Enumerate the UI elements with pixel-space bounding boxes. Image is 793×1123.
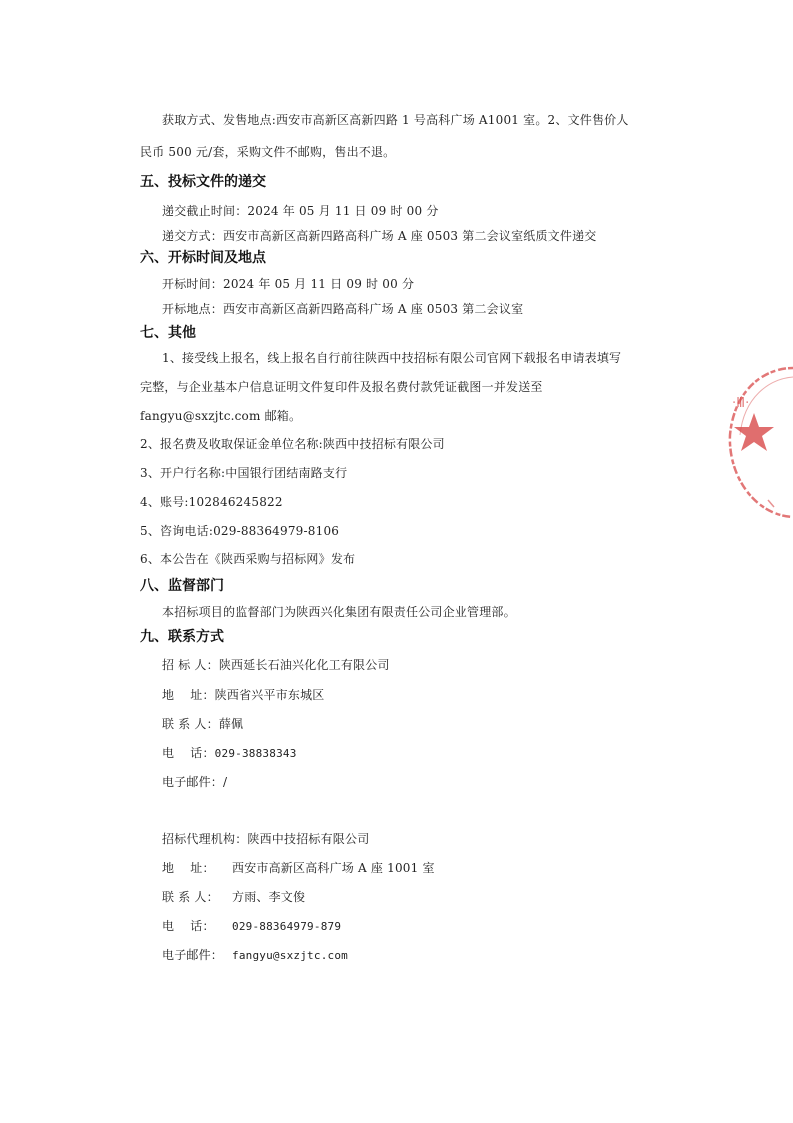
agent-value: 陕西中技招标有限公司 bbox=[247, 832, 370, 846]
submission-deadline: 递交截止时间：2024 年 05 月 11 日 09 时 00 分 bbox=[162, 204, 439, 218]
section-8-heading: 八、监督部门 bbox=[140, 578, 224, 594]
agent-contact-row bbox=[162, 889, 305, 905]
agent-row bbox=[162, 831, 369, 847]
para1-line2: 民币 500 元/套，采购文件不邮购，售出不退。 bbox=[140, 145, 396, 159]
agent-contact-value: 方雨、李文俊 bbox=[232, 890, 306, 904]
para1-line1: 获取方式、发售地点:西安市高新区高新四路 1 号高科广场 A1001 室。2、文件售价人 bbox=[162, 113, 629, 127]
supervision-text: 本招标项目的监督部门为陕西兴化集团有限责任公司企业管理部。 bbox=[162, 605, 516, 619]
other-item-4: 4、账号:102846245822 bbox=[140, 495, 283, 509]
tenderer-phone-row bbox=[162, 745, 297, 762]
section-9-heading: 九、联系方式 bbox=[140, 629, 224, 645]
section-7-heading: 七、其他 bbox=[140, 325, 196, 341]
tenderer-email-label: 电子邮件： bbox=[162, 775, 224, 789]
other-item-2: 2、报名费及收取保证金单位名称:陕西中技招标有限公司 bbox=[140, 437, 445, 451]
agent-email-value: fangyu@sxzjtc.com bbox=[232, 949, 348, 962]
tenderer-address-label: 地 址： bbox=[162, 688, 215, 702]
seal-stroke-lower bbox=[768, 500, 774, 507]
opening-place: 开标地点：西安市高新区高新四路高科广场 A 座 0503 第二会议室 bbox=[162, 302, 524, 316]
other-item-1-line2: 完整，与企业基本户信息证明文件复印件及报名费付款凭证截图一并发送至 bbox=[140, 380, 543, 394]
agent-contact-label: 联 系 人： bbox=[162, 890, 219, 904]
tenderer-email-row bbox=[162, 774, 227, 790]
tenderer-row bbox=[162, 657, 390, 673]
agent-phone-label: 电 话： bbox=[162, 919, 215, 933]
agent-email-label: 电子邮件： bbox=[162, 948, 224, 962]
tenderer-email-value: / bbox=[223, 775, 228, 789]
tenderer-phone-value: 029-38838343 bbox=[214, 747, 297, 760]
other-item-1-line1: 1、接受线上报名，线上报名自行前往陕西中技招标有限公司官网下载报名申请表填写 bbox=[162, 351, 622, 365]
agent-label: 招标代理机构： bbox=[162, 832, 248, 846]
opening-time: 开标时间：2024 年 05 月 11 日 09 时 00 分 bbox=[162, 277, 415, 291]
tenderer-address-row bbox=[162, 687, 324, 703]
other-item-6: 6、本公告在《陕西采购与招标网》发布 bbox=[140, 552, 356, 566]
agent-phone-value: 029-88364979-879 bbox=[232, 920, 342, 933]
submission-method: 递交方式：西安市高新区高新四路高科广场 A 座 0503 第二会议室纸质文件递交 bbox=[162, 229, 597, 243]
tenderer-contact-value: 薛佩 bbox=[218, 717, 244, 731]
tenderer-address-value: 陕西省兴平市东城区 bbox=[214, 688, 325, 702]
section-6-heading: 六、开标时间及地点 bbox=[140, 250, 266, 266]
agent-address-row bbox=[162, 860, 435, 876]
other-item-3: 3、开户行名称:中国银行团结南路支行 bbox=[140, 466, 348, 480]
tenderer-label: 招 标 人： bbox=[162, 658, 219, 672]
tenderer-contact-label: 联 系 人： bbox=[162, 717, 219, 731]
agent-email-row bbox=[162, 947, 348, 964]
agent-phone-row bbox=[162, 918, 341, 935]
other-item-1-line3: fangyu@sxzjtc.com 邮箱。 bbox=[140, 409, 302, 423]
section-5-heading: 五、投标文件的递交 bbox=[140, 174, 266, 190]
red-seal-stamp bbox=[724, 365, 793, 520]
tenderer-phone-label: 电 话： bbox=[162, 746, 215, 760]
tenderer-value: 陕西延长石油兴化化工有限公司 bbox=[218, 658, 390, 672]
agent-address-value: 西安市高新区高科广场 A 座 1001 室 bbox=[232, 861, 435, 875]
seal-fragment-text: ·Ⅲ· bbox=[732, 396, 750, 411]
other-item-5: 5、咨询电话:029-88364979-8106 bbox=[140, 524, 340, 538]
tenderer-contact-row bbox=[162, 716, 243, 732]
agent-address-label: 地 址： bbox=[162, 861, 215, 875]
